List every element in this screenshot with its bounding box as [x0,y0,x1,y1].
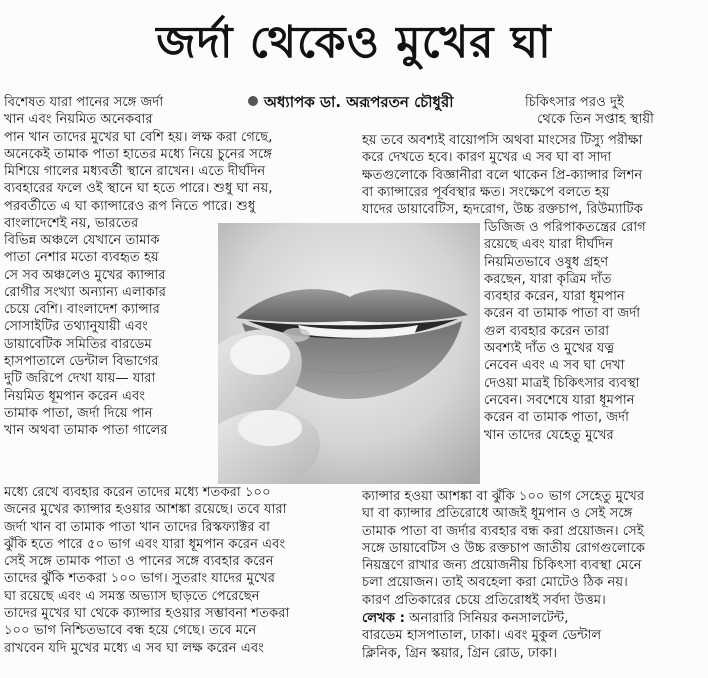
text-line: হয় তবে অবশ্যই বায়োপসি অথবা মাংসের টিস্যু পরীক্ষা [362,133,643,148]
headline: জর্দা থেকেও মুখের ঘা [156,17,552,68]
text-line: সঙ্গে ডায়াবেটিস ও উচ্চ রক্তচাপ জাতীয় রোগগুলোকে [362,540,646,556]
text-line: বিভিন্ন অঞ্চলে যেখানে তামাক [4,233,160,248]
text-line: খান তাদের যেহেতু মুখের [484,427,614,443]
right-column-top [525,94,705,129]
text-line: নেবেন এবং এ সব ঘা দেখা [484,358,625,374]
text-line: তাদের মুখের ঘা থেকে ক্যান্সার হওয়ার সম্ভাবনা শতকরা [4,606,290,622]
text-line: অনেকেই তামাক পাতা হাতের মধ্যে নিয়ে চুনের সঙ্গে [4,146,272,162]
text-line: তামাক পাতা, জর্দা দিয়ে পান [4,405,153,421]
author-note [362,610,706,662]
right-column-upper [362,132,706,218]
text-line: চিকিৎসার পরও দুই [525,95,624,110]
text-line: জর্দা খান বা তামাক পাতা খান তাদের রিস্কফ্যাক্টর বা [4,519,270,535]
text-line: চেয়ে বেশি। বাংলাদেশ ক্যান্সার [4,302,160,318]
text-line: ঘা বা ক্যান্সার প্রতিরোধে আজই ধূমপান ও সেই সঙ্গে [362,506,633,522]
left-column-middle [4,232,216,440]
text-line: মধ্যে রেখে ব্যবহার করেন তাদের মধ্যে শতকরা ১০০ [4,485,271,500]
text-line: ঘা রয়েছে এবং এ সমস্ত অভ্যাস ছাড়তে পেরেছেন [4,588,260,604]
text-line: সোসাইটির তথ্যানুযায়ী এবং [4,319,148,335]
text-line: ব্যবহারের ফলে ওই স্থানে ঘা হতে পারে। শুধু ঘা নয়, [4,181,273,197]
text-line: সে সব অঞ্চলেও মুখের ক্যান্সার [4,267,166,283]
author-note-line-1 [362,610,706,627]
text-line: ক্লিনিক, গ্রিন স্কয়ার, গ্রিন রোড, ঢাকা। [362,645,558,661]
text-line: নিয়ন্ত্রণে রাখার জন্য প্রয়োজনীয় চিকিৎসা ব্যবস্থা মেনে [362,558,642,574]
text-line: করে দেখতে হবে। কারণ মুখের এ সব ঘা বা সাদা [362,150,612,166]
text-line: গুল ব্যবহার করেন তারা [484,323,610,339]
text-line: অবশ্যই দাঁত ও মুখের যত্ন [484,341,615,357]
text-line: মিশিয়ে গালের মধ্যবর্তী স্থানে রাখেন। এতে দীর্ঘদিন [4,164,266,180]
text-line: খান অথবা তামাক পাতা গালের [4,423,168,439]
text-line: হাসপাতালে ডেন্টাল বিভাগের [4,354,159,370]
text-line: ক্ষতগুলোকে বিজ্ঞানীরা বলে থাকেন প্রি-ক্যান্সার লিশন [362,167,643,183]
text-line: ডিজিজ ও পরিপাকতন্ত্রের রোগ [484,220,646,235]
text-line: চলা প্রয়োজন। তাই অবহেলা করা মোটেও ঠিক নয়। [362,575,628,591]
text-line: থেকে তিন সপ্তাহ স্থায়ী [537,112,654,128]
text-line: দেওয়া মাত্রই চিকিৎসার ব্যবস্থা [484,375,640,391]
text-line: করছেন, যারা কৃত্রিম দাঁত [484,271,612,287]
text-line: পরবর্তীতে এ ঘা ক্যান্সারেও রূপ নিতে পারে। শুধু [4,198,256,214]
right-column-middle [484,219,706,444]
text-line: পান খান তাদের মুখের ঘা বেশি হয়। লক্ষ করা গেছে, [4,129,273,145]
text-line: ক্যান্সার হওয়া আশঙ্কা বা ঝুঁকি ১০০ ভাগ সেহেতু মুখের [362,489,645,504]
text-line: নেবেন। সবশেষে যারা ধূমপান [484,392,635,408]
author-name: অধ্যাপক ডা. অরূপরতন চৌধুরী [264,93,454,111]
text-line: তাদের ঝুঁকি শতকরা ১০০ ভাগ। সুতরাং যাদের মুখের [4,571,276,587]
text-line: পাতা নেশার মতো ব্যবহৃত হয় [4,250,159,266]
text-line: রয়েছে এবং যারা দীর্ঘদিন [484,237,614,253]
text-line: বিশেষত যারা পানের সঙ্গে জর্দা [4,95,164,110]
text-line: বা ক্যান্সারের পূর্ববস্থার ক্ষত। সংক্ষেপে বলতে হয় [362,184,610,200]
text-line: করেন বা তামাক পাতা বা জর্দা [484,306,641,322]
text-line: ১০০ ভাগ নিশ্চিতভাবে বন্ধ হয়ে গেছে। তবে মনে [4,623,257,639]
left-column-bottom [4,484,356,657]
text-line: নিয়মিত ধূমপান করেন এবং [4,388,146,404]
text-line: জনের মুখের ক্যান্সার হওয়ার আশঙ্কা রয়েছে। তবে যারা [4,502,287,518]
text-line: রাখবেন যদি মুখের মধ্যে এ সব ঘা লক্ষ করেন এবং [4,640,264,656]
text-line: ঝুঁকি হতে পারে ৫০ ভাগ এবং যারা ধূমপান করেন এবং [4,536,286,552]
lips-image [218,223,480,484]
text-line: রোগীর সংখ্যা অন্যান্য এলাকার [4,284,166,300]
text-line: খান এবং নিয়মিত অনেকবার [4,112,153,128]
text-line: যাদের ডায়াবেটিস, হৃদরোগ, উচ্চ রক্তচাপ, রিউম্যাটিক [362,202,643,218]
left-column-top [4,94,356,232]
text-line: নিয়মিতভাবে ওষুধ গ্রহণ [484,254,609,270]
lips-close-up-photo [218,223,480,484]
right-column-bottom [362,488,706,609]
author-note-text: অনারারি সিনিয়র কনসালটেন্ট, [409,611,569,626]
text-line: করেন বা তামাক পাতা, জর্দা [484,410,629,426]
text-line: ব্যবহার করেন, যারা ধূমপান [484,289,625,305]
text-line: বাংলাদেশেই নয়, ভারতের [4,216,139,232]
text-line: দুটি জরিপে দেখা যায়— যারা [4,371,156,387]
text-line: বারডেম হাসপাতাল, ঢাকা। এবং মুকুল ডেন্টাল [362,628,602,644]
author-note-label: লেখক : [362,611,405,626]
text-line: কারণ প্রতিকারের চেয়ে প্রতিরোধই সর্বদা উত্তম। [362,592,606,608]
text-line: তামাক পাতা বা জর্দার ব্যবহার বন্ধ করা প্রয়োজন। সেই [362,523,644,539]
text-line: সেই সঙ্গে তামাক পাতা ও পানের সঙ্গে ব্যবহার করেন [4,554,274,570]
text-line: ডায়াবেটিক সমিতির বারডেম [4,336,152,352]
